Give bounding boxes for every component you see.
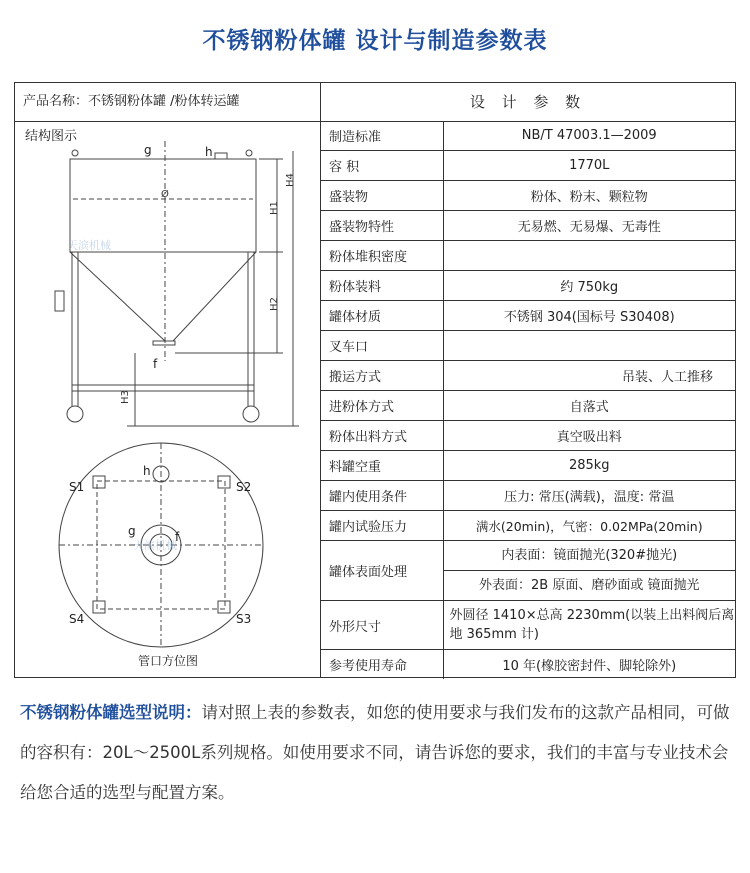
- table-row: [321, 541, 735, 601]
- caster-s1: [93, 476, 105, 488]
- table-row: [321, 181, 735, 211]
- table-row: [321, 271, 735, 301]
- label-h4: H4: [285, 173, 296, 187]
- label-g-side: g: [144, 143, 152, 157]
- param-key: 盛装物特性: [321, 211, 443, 241]
- param-key: 料罐空重: [321, 451, 443, 481]
- page-title: 不锈钢粉体罐 设计与制造参数表: [202, 28, 548, 54]
- param-key: 盛装物: [321, 181, 443, 211]
- label-f-top: f: [175, 530, 180, 544]
- param-key: 罐体表面处理: [321, 541, 443, 601]
- product-name: 产品名称：不锈钢粉体罐 /粉体转运罐: [15, 83, 321, 121]
- table-row: [321, 511, 735, 541]
- param-key: 罐体材质: [321, 301, 443, 331]
- lifting-lug-right: [246, 150, 252, 156]
- param-value: 真空吸出料: [443, 421, 735, 451]
- drawing-label: 结构图示: [25, 129, 78, 144]
- param-key: 罐内使用条件: [321, 481, 443, 511]
- table-row: [321, 650, 735, 680]
- label-s3: S3: [236, 612, 252, 626]
- param-value: 10 年(橡胶密封件、脚轮除外): [502, 659, 677, 674]
- param-key: 参考使用寿命: [321, 650, 443, 680]
- param-key: 粉体装料: [321, 271, 443, 301]
- nozzle-h: [215, 153, 227, 159]
- param-value: [443, 331, 735, 361]
- caster-s3: [218, 601, 230, 613]
- param-value: 1770L: [443, 151, 735, 181]
- param-value: 不锈钢 304(国标号 S30408): [443, 301, 735, 331]
- param-value: [443, 241, 735, 271]
- table-row: [321, 121, 735, 151]
- surface-values: [443, 541, 735, 601]
- param-key: 粉体堆积密度: [321, 241, 443, 271]
- note-body: 请对照上表的参数表，如您的使用要求与我们发布的这款产品相同，可做的容积有：20L～2500L系列规格。如使用要求不同，请告诉您的要求，我们的丰富与专业技术会给您合适的选型与配置方案。: [20, 703, 730, 802]
- note-title: 不锈钢粉体罐选型说明：: [20, 703, 202, 722]
- caster-s4: [93, 601, 105, 613]
- param-value: 约 750kg: [443, 271, 735, 301]
- label-s4: S4: [69, 612, 85, 626]
- surface-outer: 外表面：2B 原面、磨砂面或 镜面抛光: [444, 570, 736, 600]
- table-row: [321, 451, 735, 481]
- param-value: NB/T 47003.1—2009: [443, 121, 735, 151]
- outlet-flange: [153, 341, 175, 345]
- table-row: [321, 361, 735, 391]
- watermark-2: 天滨机械: [133, 539, 177, 552]
- table-row: [321, 151, 735, 181]
- label-h2: H2: [269, 297, 280, 311]
- parameter-sheet: [14, 82, 736, 678]
- surface-inner: 内表面：镜面抛光(320#抛光): [501, 548, 678, 563]
- param-key: 容 积: [321, 151, 443, 181]
- param-value: 外圆径 1410×总高 2230mm(以装上出料阀后离地 365mm 计): [443, 601, 735, 650]
- label-f-side: f: [153, 357, 158, 371]
- label-diameter: Ø: [161, 189, 169, 200]
- param-value: 吊装、人工推移: [443, 361, 735, 391]
- param-value: 自落式: [443, 391, 735, 421]
- label-g-top: g: [128, 524, 136, 538]
- cone-right-line: [173, 252, 256, 341]
- param-key: 搬运方式: [321, 361, 443, 391]
- param-key: 叉车口: [321, 331, 443, 361]
- label-s2: S2: [236, 480, 252, 494]
- label-h-top: h: [143, 464, 151, 478]
- watermark-1: 天滨机械: [67, 239, 111, 252]
- param-key: 罐内试验压力: [321, 511, 443, 541]
- label-h3: H3: [120, 390, 131, 404]
- param-value: 满水(20min)，气密：0.02MPa(20min): [443, 511, 735, 541]
- table-row: [321, 601, 735, 650]
- caster-s2: [218, 476, 230, 488]
- param-key: 进粉体方式: [321, 391, 443, 421]
- param-key: 制造标准: [321, 121, 443, 151]
- sheet-header: [15, 83, 735, 122]
- table-row: [321, 211, 735, 241]
- selection-note: [20, 693, 736, 813]
- label-h-side: h: [205, 145, 213, 159]
- table-row: [321, 481, 735, 511]
- param-value: 压力: 常压(满载)，温度: 常温: [443, 481, 735, 511]
- param-key: 粉体出料方式: [321, 421, 443, 451]
- side-handle: [55, 291, 64, 311]
- cone-left-line: [70, 252, 165, 341]
- table-row: [321, 391, 735, 421]
- param-value: 粉体、粉末、颗粒物: [443, 181, 735, 211]
- caster-right: [243, 406, 259, 422]
- param-value: 285kg: [443, 451, 735, 481]
- label-h1: H1: [269, 201, 280, 215]
- lifting-lug-left: [72, 150, 78, 156]
- table-row: [321, 421, 735, 451]
- structure-drawing-cell: [15, 121, 321, 677]
- params-heading: 设 计 参 数: [469, 93, 587, 111]
- table-row: [321, 331, 735, 361]
- param-key: 外形尺寸: [321, 601, 443, 650]
- caster-left: [67, 406, 83, 422]
- label-s1: S1: [69, 480, 85, 494]
- table-row: [321, 241, 735, 271]
- table-row: [321, 301, 735, 331]
- params-table: [321, 121, 735, 679]
- drawing-caption: 管口方位图: [137, 654, 198, 668]
- param-value: 无易燃、无易爆、无毒性: [443, 211, 735, 241]
- tank-drawing: [15, 121, 321, 677]
